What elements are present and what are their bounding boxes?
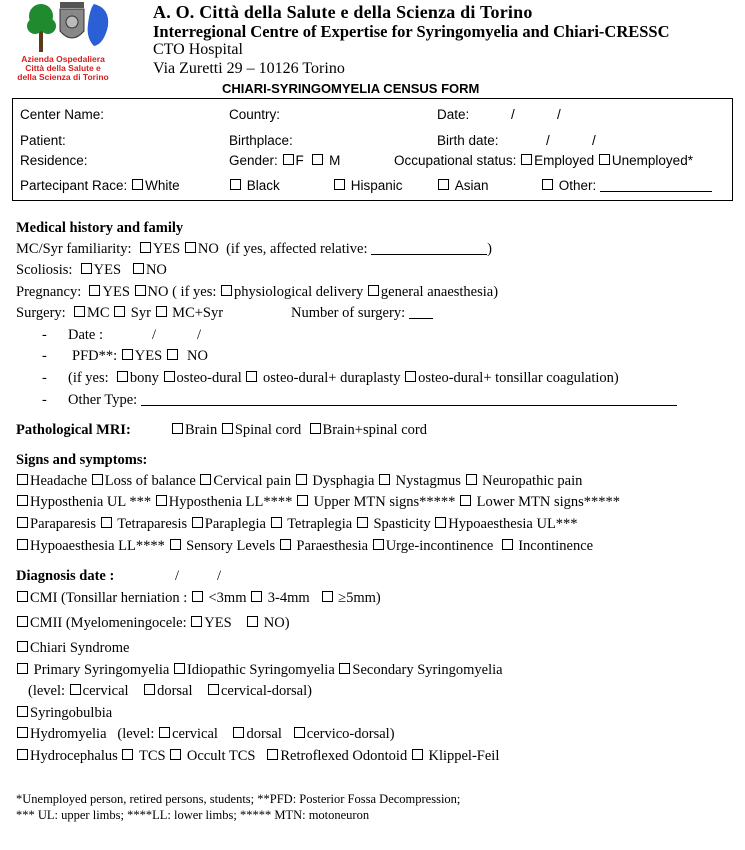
signs-row [16,494,620,511]
birth-date-slash: / [592,133,596,148]
symptom-checkbox[interactable] [460,495,471,506]
symptom-checkbox[interactable] [280,539,291,550]
idiopathic-syringomyelia-checkbox[interactable] [174,663,185,674]
pfd-label: PFD**: [72,348,118,364]
familiarity-row [16,241,492,258]
cmi-row [16,590,381,607]
pregnancy-label: Pregnancy: [16,284,82,300]
cmii-label: CMII (Myelomeningocele: [30,615,187,631]
chiari-syndrome-row [16,640,129,657]
hydromyelia-label: Hydromyelia [30,726,107,742]
gender-m-checkbox[interactable] [312,154,323,165]
symptom-label: Paraesthesia [296,538,369,554]
secondary-syringomyelia-label: Secondary Syringomyelia [352,662,503,678]
bony-checkbox[interactable] [117,371,128,382]
gender-m-label: M [329,153,341,168]
hydromyelia-checkbox[interactable] [17,727,28,738]
yes-label: YES [134,348,163,364]
mri-heading: Pathological MRI: [16,422,131,438]
dash: - [42,370,47,386]
race-hispanic-label: Hispanic [350,178,403,193]
hospital-address: Via Zuretti 29 – 10126 Torino [153,60,345,77]
birth-date-label: Birth date: [437,133,499,148]
no-label: NO [187,348,208,364]
patient-label: Patient: [20,133,66,148]
race-other [541,178,712,193]
symptom-label: Neuropathic pain [482,473,583,489]
general-anaesthesia-label: general anaesthesia) [380,284,499,300]
level-cervical-checkbox[interactable] [70,684,81,695]
surgery-label: Surgery: [16,305,66,321]
chiari-syndrome-label: Chiari Syndrome [30,640,130,656]
no-label: NO [145,262,167,278]
pregnancy-no-checkbox[interactable] [135,285,146,296]
hydrocephalus-checkbox[interactable] [17,749,28,760]
cmi-lt3-label: <3mm [208,590,247,606]
employed-label: Employed [534,153,595,168]
mri-options [171,422,427,439]
familiarity-no-checkbox[interactable] [185,242,196,253]
pregnancy-row [16,284,498,301]
symptom-label: Hyposthenia UL *** [30,494,152,510]
diagnosis-date-slash: / [217,568,222,584]
cmii-row [16,615,290,632]
race-other-label: Other: [558,178,597,193]
date-slash: / [557,107,561,122]
osteo-dural-tonsillar-label: osteo-dural+ tonsillar coagulation) [418,370,619,386]
birth-date-slash: / [546,133,550,148]
signs-heading: Signs and symptoms: [16,452,148,468]
level-dorsal-checkbox[interactable] [144,684,155,695]
scoliosis-yes-checkbox[interactable] [81,263,92,274]
hospital-name: CTO Hospital [153,41,243,58]
no-label: NO [197,241,219,257]
level-cervical-label: cervical [82,683,129,699]
tcs-label: TCS [139,748,166,764]
klippel-feil-checkbox[interactable] [412,749,423,760]
other-type-field[interactable] [141,405,677,406]
familiarity-yes-checkbox[interactable] [140,242,151,253]
surgery-syr-checkbox[interactable] [114,306,125,317]
race-other-checkbox[interactable] [542,179,553,190]
cmii-no-label: NO) [263,615,290,631]
symptom-label: Tetraparesis [117,516,188,532]
symptom-label: Hyposthenia LL**** [168,494,293,510]
if-yes-label: (if yes: [68,370,109,386]
symptom-label: Headache [30,473,88,489]
logo-text-line: Città della Salute e [25,63,101,73]
syringomyelia-level-row [28,683,312,700]
osteo-dural-tonsillar-checkbox[interactable] [405,371,416,382]
tcs-checkbox[interactable] [122,749,133,760]
syringobulbia-label: Syringobulbia [30,705,113,721]
primary-syringomyelia-checkbox[interactable] [17,663,28,674]
pfd-yes-checkbox[interactable] [122,349,133,360]
symptom-checkbox[interactable] [373,539,384,550]
surgery-mc-label: MC [86,305,110,321]
other-diagnoses-row [16,748,499,765]
surgery-date-slash: / [152,327,157,343]
race-label [20,178,180,193]
osteo-dural-duraplasty-checkbox[interactable] [246,371,257,382]
syringobulbia-row [16,705,112,722]
symptom-checkbox[interactable] [156,495,167,506]
symptom-label: Lower MTN signs***** [476,494,621,510]
dash: - [42,348,47,364]
symptom-label: Dysphagia [312,473,375,489]
klippel-feil-label: Klippel-Feil [428,748,500,764]
mri-brain-label: Brain [185,422,218,438]
retroflexed-odontoid-label: Retroflexed Odontoid [280,748,408,764]
date-label: Date: [437,107,470,122]
diagnosis-heading: Diagnosis date : [16,568,115,584]
signs-row [16,473,582,490]
symptom-label: Paraparesis [30,516,97,532]
symptom-checkbox[interactable] [357,517,368,528]
bony-label: bony [129,370,159,386]
race-other-field[interactable] [600,191,712,192]
dash: - [42,327,47,343]
hydro-dorsal-label: dorsal [246,726,282,742]
yes-label: YES [204,615,232,631]
race-black [229,178,280,193]
center-name-label: Center Name: [20,107,105,122]
number-surgery-field[interactable] [409,318,433,319]
idiopathic-syringomyelia-label: Idiopathic Syringomyelia [186,662,335,678]
diagnosis-date-slash: / [175,568,180,584]
cmi-34-checkbox[interactable] [251,591,262,602]
pregnancy-yes-checkbox[interactable] [89,285,100,296]
cmi-ge5-label: ≥5mm) [338,590,381,606]
cmi-checkbox[interactable] [17,591,28,602]
symptom-label: Upper MTN signs***** [313,494,456,510]
gender-f-label: F [295,153,304,168]
symptom-label: Cervical pain [213,473,292,489]
symptom-checkbox[interactable] [92,474,103,485]
race-asian [437,178,489,193]
mri-both-checkbox[interactable] [310,423,321,434]
mri-spinal-label: Spinal cord [234,422,302,438]
yes-label: YES [102,284,130,300]
symptom-label: Sensory Levels [186,538,276,554]
unemployed-label: Unemployed* [611,153,693,168]
yes-label: YES [93,262,122,278]
syringobulbia-checkbox[interactable] [17,706,28,717]
hydro-level-label: (level: [117,726,155,742]
symptom-checkbox[interactable] [297,495,308,506]
secondary-syringomyelia-checkbox[interactable] [339,663,350,674]
symptom-label: Hypoaesthesia UL*** [448,516,578,532]
retroflexed-odontoid-checkbox[interactable] [267,749,278,760]
affected-relative-label: (if yes, affected relative: [226,241,368,257]
symptom-checkbox[interactable] [17,495,28,506]
symptom-checkbox[interactable] [170,539,181,550]
other-type-label: Other Type: [68,392,138,408]
surgery-row [16,305,223,322]
level-label: (level: [28,683,66,699]
cmi-lt3-checkbox[interactable] [192,591,203,602]
race-hispanic-checkbox[interactable] [334,179,345,190]
symptom-checkbox[interactable] [466,474,477,485]
osteo-dural-duraplasty-label: osteo-dural+ duraplasty [263,370,401,386]
level-cervical-dorsal-label: cervical-dorsal) [221,683,312,699]
hydro-dorsal-checkbox[interactable] [233,727,244,738]
symptom-label: Paraplegia [204,516,266,532]
footnote: *Unemployed person, retired persons, students; **PFD: Posterior Fossa Decompression; [16,792,461,806]
country-label: Country: [229,107,281,122]
cmii-no-checkbox[interactable] [247,616,258,627]
chiari-syndrome-checkbox[interactable] [17,641,28,652]
pfd-no-checkbox[interactable] [167,349,178,360]
occupational-label: Occupational status: [394,153,517,168]
employed-checkbox[interactable] [521,154,532,165]
symptom-label: Spasticity [373,516,431,532]
gender-f-checkbox[interactable] [283,154,294,165]
race-asian-checkbox[interactable] [438,179,449,190]
affected-relative-close: ) [487,241,492,257]
mri-brain-checkbox[interactable] [172,423,183,434]
institution-title: A. O. Città della Salute e della Scienza di Torino [153,2,533,22]
race-white-checkbox[interactable] [132,179,143,190]
symptom-label: Hypoaesthesia LL**** [30,538,165,554]
level-dorsal-label: dorsal [157,683,193,699]
mri-spinal-checkbox[interactable] [222,423,233,434]
physiological-delivery-checkbox[interactable] [221,285,232,296]
cmii-checkbox[interactable] [17,616,28,627]
general-anaesthesia-checkbox[interactable] [368,285,379,296]
yes-label: YES [152,241,181,257]
symptom-checkbox[interactable] [502,539,513,550]
occult-tcs-checkbox[interactable] [170,749,181,760]
symptom-label: Loss of balance [104,473,196,489]
primary-syringomyelia-label: Primary Syringomyelia [33,662,170,678]
birthplace-label: Birthplace: [229,133,293,148]
hydro-cervico-dorsal-label: cervico-dorsal) [306,726,395,742]
occupational-field [394,153,693,168]
symptom-label: Tetraplegia [287,516,353,532]
cmi-34-label: 3-4mm [267,590,310,606]
dash: - [42,392,47,408]
scoliosis-row [16,262,167,279]
race-black-label: Black [246,178,280,193]
symptom-checkbox[interactable] [17,474,28,485]
hydro-cervical-checkbox[interactable] [159,727,170,738]
symptom-checkbox[interactable] [101,517,112,528]
hydro-cervico-dorsal-checkbox[interactable] [294,727,305,738]
occult-tcs-label: Occult TCS [186,748,256,764]
race-white-label: White [145,178,180,193]
physiological-delivery-label: physiological delivery [234,284,364,300]
race-asian-label: Asian [454,178,489,193]
date-slash: / [511,107,515,122]
residence-label: Residence: [20,153,88,168]
symptom-checkbox[interactable] [379,474,390,485]
symptom-label: Incontinence [518,538,594,554]
cmii-yes-checkbox[interactable] [191,616,202,627]
logo-text-line: della Scienza di Torino [17,72,109,82]
symptom-checkbox[interactable] [296,474,307,485]
level-cervical-dorsal-checkbox[interactable] [208,684,219,695]
cmi-label: CMI (Tonsillar herniation : [30,590,188,606]
hydrocephalus-label: Hydrocephalus [30,748,118,764]
symptom-checkbox[interactable] [200,474,211,485]
unemployed-checkbox[interactable] [599,154,610,165]
hospital-logo [2,0,124,82]
scoliosis-no-checkbox[interactable] [133,263,144,274]
surgery-syr-label: Syr [130,305,151,321]
surgery-mcsyr-label: MC+Syr [172,305,224,321]
symptom-checkbox[interactable] [271,517,282,528]
syringomyelia-row [16,662,503,679]
surgery-date-slash: / [197,327,202,343]
footnote: *** UL: upper limbs; ****LL: lower limbs; ***** MTN: motoneuron [16,808,370,822]
form-title: CHIARI-SYRINGOMYELIA CENSUS FORM [222,81,480,96]
symptom-checkbox[interactable] [192,517,203,528]
symptom-label: Urge-incontinence [385,538,494,554]
logo-text-line: Azienda Ospedaliera [21,54,105,64]
signs-row [16,538,593,555]
osteo-dural-label: osteo-dural [176,370,242,386]
gender-label: Gender: [229,153,278,168]
hydromyelia-row [16,726,395,743]
mri-both-label: Brain+spinal cord [322,422,427,438]
history-heading: Medical history and family [16,220,184,236]
symptom-checkbox[interactable] [17,517,28,528]
symptom-label: Nystagmus [395,473,461,489]
race-black-checkbox[interactable] [230,179,241,190]
race-hispanic [333,178,403,193]
pregnancy-no-label: NO ( if yes: [147,284,217,300]
scoliosis-label: Scoliosis: [16,262,73,278]
centre-subtitle: Interregional Centre of Expertise for Syringomyelia and Chiari-CRESSC [153,22,670,41]
pfd-type-row [68,370,619,387]
gender-field [229,153,340,168]
hydro-cervical-label: cervical [172,726,218,742]
cmi-ge5-checkbox[interactable] [322,591,333,602]
surgery-mcsyr-checkbox[interactable] [156,306,167,317]
surgery-date-label: Date : [68,327,104,343]
familiarity-label: MC/Syr familiarity: [16,241,132,257]
number-surgery-label: Number of surgery: [291,305,406,321]
symptom-checkbox[interactable] [435,517,446,528]
pfd-row [72,348,208,365]
number-surgery [291,305,433,322]
other-type-row [68,392,677,409]
race-text: Partecipant Race: [20,178,128,193]
symptom-checkbox[interactable] [17,539,28,550]
surgery-mc-checkbox[interactable] [74,306,85,317]
osteo-dural-checkbox[interactable] [164,371,175,382]
signs-row [16,516,578,533]
affected-relative-field[interactable] [371,254,487,255]
